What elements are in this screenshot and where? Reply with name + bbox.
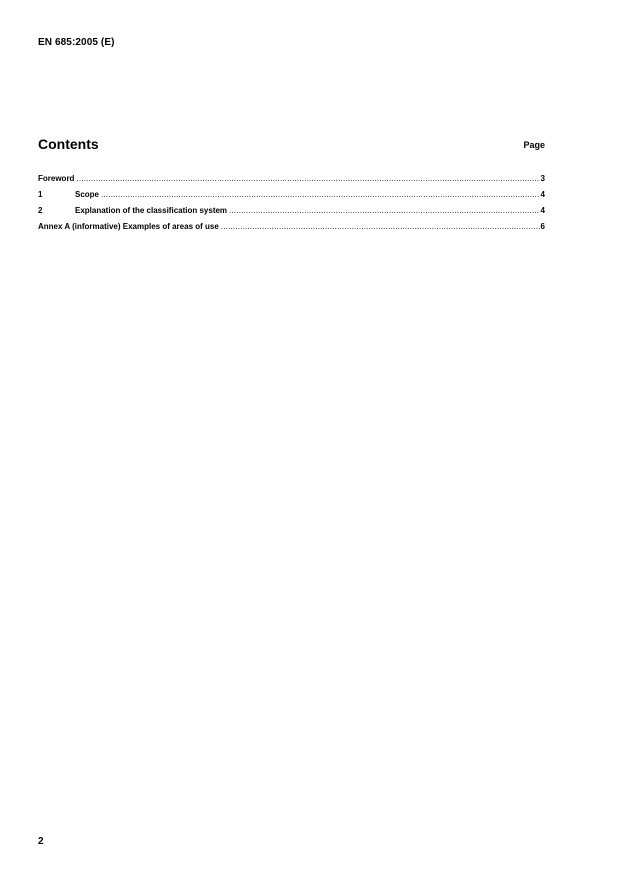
toc-entry-title: Scope [75, 190, 100, 199]
toc-entry-number: 1 [38, 190, 43, 199]
toc-entry-page: 4 [540, 190, 545, 199]
toc-entry-title: Explanation of the classification system [75, 206, 228, 215]
document-identifier: EN 685:2005 (E) [38, 37, 115, 48]
toc-dot-leader [99, 190, 540, 199]
toc-entry-annex-a[interactable] [38, 222, 545, 238]
toc-entry-foreword[interactable] [38, 174, 545, 190]
contents-heading: Contents [38, 136, 99, 152]
toc-entry-page: 3 [540, 174, 545, 183]
toc-entry-number: 2 [38, 206, 43, 215]
contents-page-column-label: Page [523, 140, 545, 150]
toc-entry-title: Annex A (informative) Examples of areas of use [38, 222, 219, 231]
toc-dot-leader [219, 222, 540, 231]
toc-entry-title: Foreword [38, 174, 75, 183]
toc-entry-scope[interactable] [38, 190, 545, 206]
toc-entry-page: 6 [540, 222, 545, 231]
toc-entry-page: 4 [540, 206, 545, 215]
toc-dot-leader [227, 206, 540, 215]
toc-entry-classification-system[interactable] [38, 206, 545, 222]
toc-dot-leader [74, 174, 539, 183]
page-number: 2 [38, 836, 44, 847]
table-of-contents [38, 174, 545, 238]
